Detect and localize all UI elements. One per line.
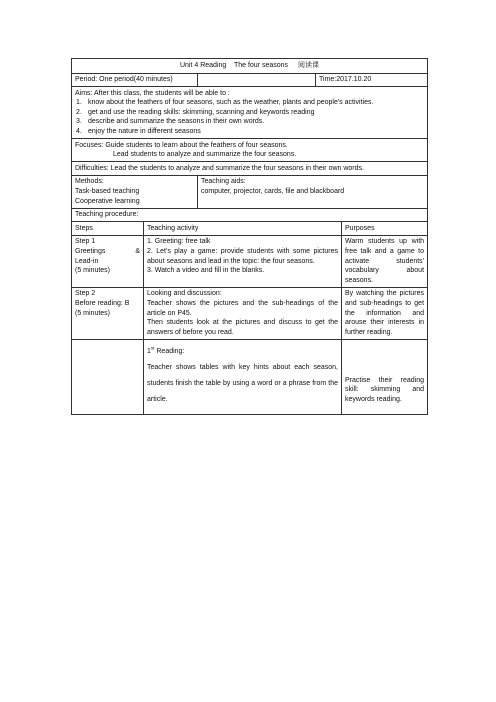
step-row <box>72 287 428 339</box>
purpose-cell: Practise their reading skill: skimming and keywords reading. <box>342 339 428 414</box>
activity-line: Then students look at the pictures and discuss to get the answers of before you read. <box>147 319 338 336</box>
page-title: Unit 4 Reading The four seasons <box>179 62 289 69</box>
purpose-cell: By watching the pictures and sub-headings to get the information and arouse their interests in further reading. <box>342 287 428 339</box>
title-row <box>72 59 428 74</box>
aims-item: 4. enjoy the nature in different seasons <box>76 128 201 136</box>
activity-line: Teacher shows the pictures and the sub-headings of the article on P45. <box>147 299 338 317</box>
activity-line: 2. Let's play a game: provide students with some pictures about seasons and lead in the topic: the four seasons. <box>147 248 338 265</box>
step-cell <box>72 235 144 287</box>
aims-cell <box>72 87 428 139</box>
activity-line: 1. Greeting: free talk <box>147 238 211 246</box>
column-header-row <box>72 222 428 236</box>
step-time: (5 minutes) <box>75 267 111 275</box>
focuses-line2: Lead students to analyze and summarize the four seasons. <box>113 151 297 159</box>
column-header-steps: Steps <box>72 222 144 236</box>
title-cell <box>72 59 428 74</box>
activity-cell <box>144 287 342 339</box>
step-name: Before reading: B <box>75 299 130 307</box>
methods-cell <box>72 175 198 208</box>
aims-item: 2. get and use the reading skills: skimming, scanning and keywords reading <box>76 108 315 116</box>
column-header-activity: Teaching activity <box>144 222 342 236</box>
step-number: Step 2 <box>75 290 96 298</box>
method-item: Cooperative learning <box>75 197 140 205</box>
aims-list <box>75 98 424 136</box>
column-header-purposes: Purposes <box>342 222 428 236</box>
methods-heading: Methods: <box>75 178 104 186</box>
aims-item: 3. describe and summarize the seasons in their own words. <box>76 118 265 126</box>
period-blank-cell <box>198 73 316 87</box>
period-row <box>72 73 428 87</box>
step-name-line2: Lead-in <box>75 257 99 265</box>
focuses-line1: Focuses: Guide students to learn about the feathers of four seasons. <box>75 141 288 149</box>
step-row <box>72 339 428 414</box>
step-time: (5 minutes) <box>75 309 111 317</box>
focuses-cell <box>72 139 428 162</box>
lesson-plan-table <box>71 58 428 415</box>
methods-row <box>72 175 428 208</box>
procedure-row <box>72 208 428 222</box>
purpose-cell: Warm students up with free talk and a game to activate students' vocabulary about seasons. <box>342 235 428 287</box>
aims-intro: Aims: After this class, the students will be able to : <box>75 89 230 97</box>
step-cell <box>72 287 144 339</box>
difficulties-row <box>72 162 428 176</box>
focuses-row <box>72 139 428 162</box>
aids-cell <box>198 175 428 208</box>
step-name: Greetings & <box>75 248 140 255</box>
aids-heading: Teaching aids: <box>201 178 246 186</box>
activity-line: Teacher shows tables with key hints about each season, students finish the table by using a word or a phrase from the article. <box>147 363 338 403</box>
period-cell: Period: One period(40 minutes) <box>72 73 198 87</box>
aids-text: computer, projector, cards, file and blackboard <box>201 188 345 196</box>
method-item: Task-based teaching <box>75 188 140 196</box>
step-cell-empty <box>72 339 144 414</box>
aims-row <box>72 87 428 139</box>
lesson-plan-document <box>71 58 427 415</box>
activity-cell <box>144 339 342 414</box>
difficulties-cell: Difficulties: Lead the students to analyze and summarize the four seasons in their own words. <box>72 162 428 176</box>
procedure-label: Teaching procedure: <box>72 208 428 222</box>
activity-line: Looking and discussion: <box>147 290 222 298</box>
reading-heading: 1st Reading: <box>147 345 185 355</box>
time-cell: Time:2017.10.20 <box>316 73 428 87</box>
activity-cell <box>144 235 342 287</box>
step-row <box>72 235 428 287</box>
activity-line: 3. Watch a video and fill in the blanks. <box>147 267 265 275</box>
page-title-cn: 阅读课 <box>298 62 320 69</box>
aims-item: 1. know about the feathers of four seasons, such as the weather, plants and people's activities. <box>76 99 374 107</box>
step-number: Step 1 <box>75 238 96 246</box>
